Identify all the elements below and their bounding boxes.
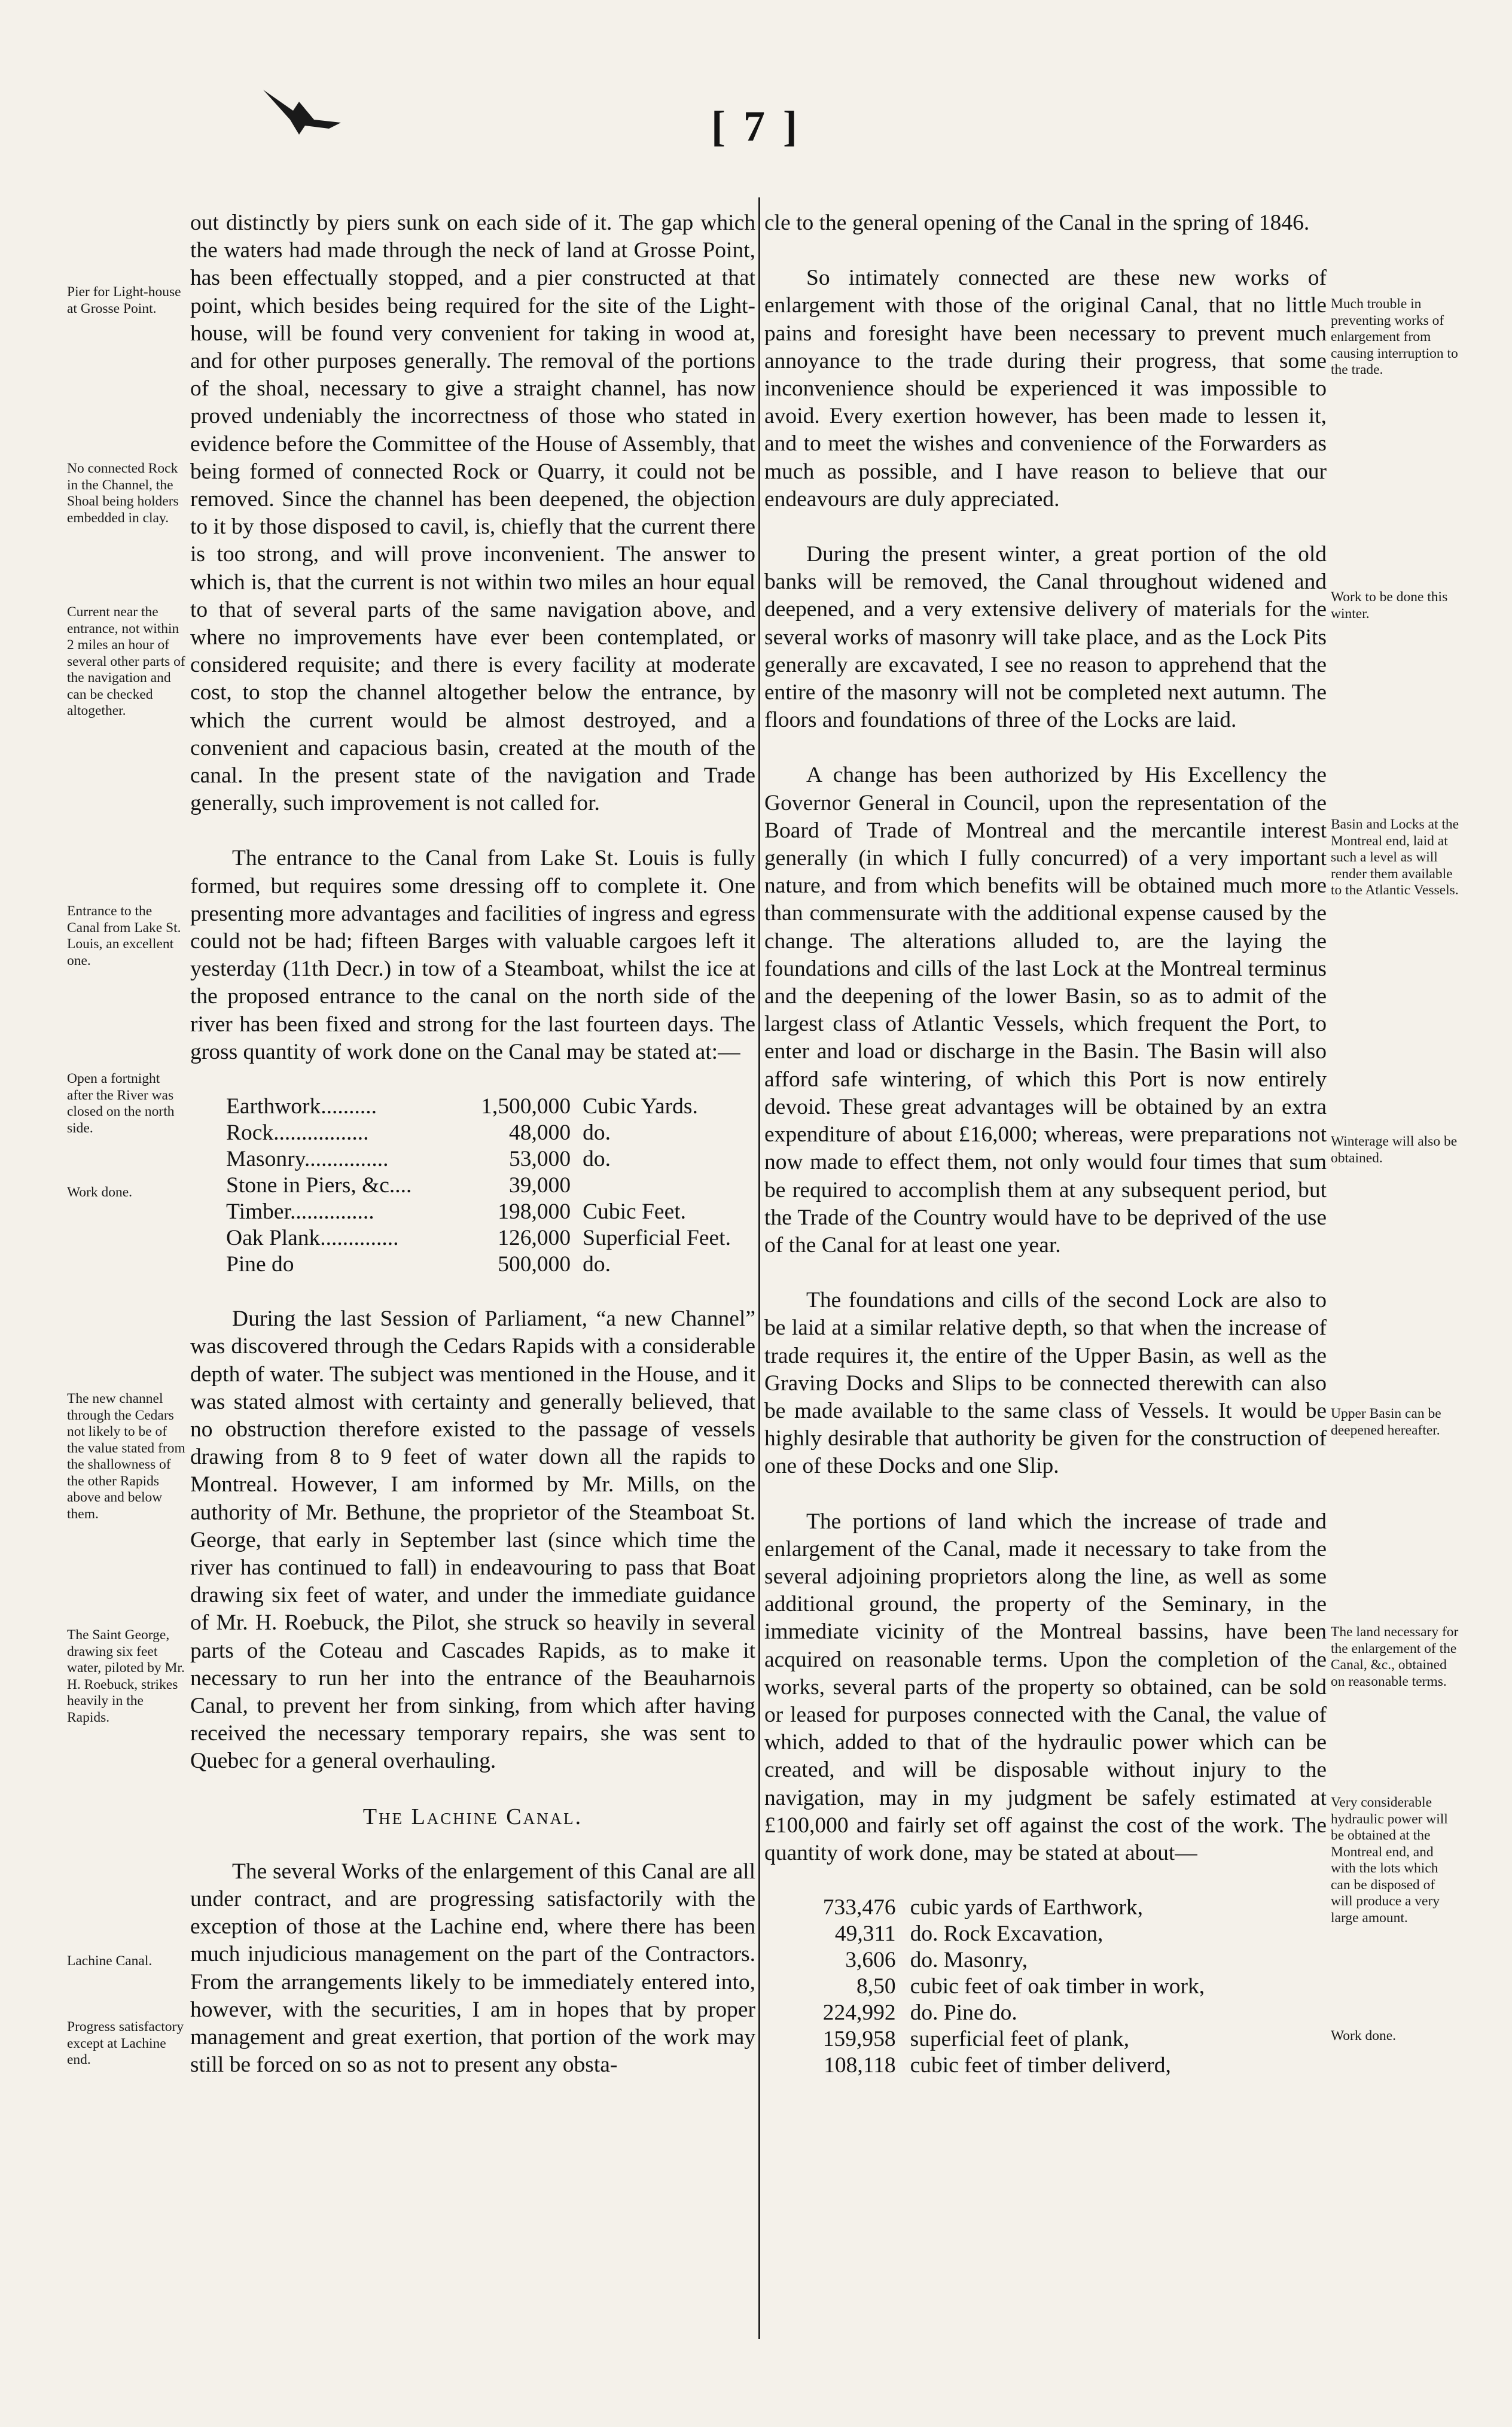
margin-note-work-done: Work done. [67,1184,133,1200]
margin-note-lachine-canal: Lachine Canal. [67,1953,153,1969]
table-row: Oak Plank.............. 126,000 Superficial Feet. [226,1226,731,1251]
margin-note-winterage: Winterage will also be obtained. [1331,1134,1458,1166]
paragraph-spring-1846: cle to the general opening of the Canal in the spring of 1846. [764,211,1310,235]
margin-note-much-trouble: Much trouble in preventing works of enlargement from causing interruption to the trade. [1331,296,1458,377]
table-row: 108,118 cubic feet of timber deliverd, [824,2053,1171,2078]
margin-note-new-channel: The new channel through the Cedars not likely to be of the value stated from the shallowness of the other Rapids above and below them. [67,1391,185,1522]
margin-note-open-fortnight: Open a fortnight after the River was closed on the north side. [67,1071,175,1136]
table-row: 49,311 do. Rock Excavation, [834,1921,1103,1947]
table-row: Rock................. 48,000 do. [226,1120,611,1146]
paragraph-second-lock: The foundations and cills of the second Lock are also to be laid at a similar relative depth, so that when the increase of trade requires it, the entire of the Upper Basin, as well as the Graving Docks and Slips to be connected therewith can also be made available to the same class of Vessels. It would be highly desirable that authority be given for the construction of one of these Docks and one Slip. [764,1288,1327,1479]
margin-note-work-winter: Work to be done this winter. [1331,589,1448,622]
table-row: 3,606 do. Masonry, [845,1948,1028,1973]
work-done-table-lachine [788,1895,1327,2079]
table-row: Earthwork.......... 1,500,000 Cubic Yards. [226,1094,698,1119]
section-heading-lachine: The Lachine Canal. [362,1804,583,1829]
margin-note-land-necessary: The land necessary for the enlargement of the Canal, &c., obtained on reasonable terms. [1331,1624,1459,1689]
right-column [764,209,1327,2349]
paragraph-entrance: The entrance to the Canal from Lake St. Louis is fully formed, but requires some dressing off to complete it. One presenting more advantages and facilities of ingress and egress could not be had; fifteen Barges with valuable cargoes left it yesterday (11th Decr.) in tow of a Steamboat, whilst the ice at the proposed entrance to the canal on the north side of the river has been fixed and strong for the last fourteen days. The gross quantity of work done on the Canal may be stated at:— [190,846,755,1064]
margin-note-hydraulic-power: Very considerable hydraulic power will be obtained at the Montreal end, and with the lots which can be disposed of will produce a very large amount. [1331,1795,1448,1926]
margin-note-progress: Progress satisfactory except at Lachine end. [67,2019,184,2067]
table-row: 224,992 do. Pine do. [822,2000,1017,2026]
paragraph-change-authorized: A change has been authorized by His Excellency the Governor General in Council, upon the representation of the Board of Trade of Montreal and the mercantile interest generally (in which I fully concurred) of a very important nature, and from which benefits will be obtained much more than commensurate with the additional expense caused by the change. The alterations alluded to, are the laying the foundations and cills of the last Lock at the Montreal terminus and the deepening of the lower Basin, so as to admit of the largest class of Atlantic Vessels, which frequent the Port, to enter and load or discharge in the Basin. The Basin will also afford safe wintering, of which this Port is now entirely devoid. These great advantages will be obtained by an extra expenditure of about £16,000; whereas, were preparations not now made to effect them, not only would four times that sum be required to accomplish them at any subsequent period, but the Trade of the Country would have to be deprived of the use of the Canal for at least one year. [764,763,1327,1257]
margin-note-pier-lighthouse: Pier for Light-house at Grosse Point. [67,284,181,316]
work-done-table-beauharnois [190,1094,755,1278]
column-divider [758,197,760,2339]
paragraph-intimately-connected: So intimately connected are these new works of enlargement with those of the original Canal, that no little pains and foresight have been necessary to prevent much annoyance to the trade during their progress, that some inconvenience should be experienced it was impossible to avoid. Every exertion however, has been made to lessen it, and to meet the wishes and convenience of the Forwarders as much as possible, and I have reason to believe that our endeavours are duly appreciated. [764,266,1327,511]
page-number: [ 7 ] [711,102,801,150]
table-row: Masonry............... 53,000 do. [226,1147,611,1172]
margin-note-saint-george: The Saint George, drawing six feet water, piloted by Mr. H. Roebuck, strikes heavily in the Rapids. [67,1627,185,1725]
paragraph-present-winter: During the present winter, a great portion of the old banks will be removed, the Canal throughout widened and deepened, and a very extensive delivery of materials for the several works of masonry will take place, and as the Lock Pits generally are excavated, I see no reason to apprehend that the entire of the masonry will not be completed next autumn. The floors and foundations of three of the Locks are laid. [764,542,1327,733]
left-column [190,209,755,2349]
paragraph-lachine-works: The several Works of the enlargement of this Canal are all under contract, and are progressing satisfactorily with the exception of those at the Lachine end, where there has been much injudicious management on the part of the Contractors. From the arrangements likely to be immediately entered into, however, with the securities, I am in hopes that by proper management and great exertion, that portion of the work may still be forced on so as not to present any obsta- [190,1859,755,2078]
paragraph-portions-of-land: The portions of land which the increase of trade and enlargement of the Canal, made it necessary to take from the several adjoining proprietors along the line, as well as some additional ground, the property of the Seminary, in the immediate vicinity of the Montreal bassins, have been acquired on reasonable terms. Upon the completion of the works, several parts of the property so obtained, can be sold or leased for purposes connected with the Canal, the value of which, added to that of the hydraulic power which can be created, and will be disposable without injury to the navigation, may in my judgment be safely estimated at £100,000 and fairly set off against the cost of the work. The quantity of work done, may be stated at about— [764,1509,1327,1865]
table-row: 8,50 cubic feet of oak timber in work, [856,1974,1205,1999]
margin-note-basin-locks: Basin and Locks at the Montreal end, laid at such a level as will render them available to the Atlantic Vessels. [1331,817,1459,898]
table-row: Pine do 500,000 do. [226,1252,611,1277]
margin-note-work-done-right: Work done. [1331,2028,1397,2044]
table-row: Timber............... 198,000 Cubic Feet. [226,1199,687,1225]
margin-note-upper-basin: Upper Basin can be deepened hereafter. [1331,1406,1441,1438]
paragraph-cedars-channel: During the last Session of Parliament, “a new Channel” was discovered through the Cedars Rapids with a considerable depth of water. The subject was mentioned in the House, and it was stated almost with certainty and generally believed, that no obstruction therefore existed to the passage of vessels drawing from 8 to 9 feet of water down all the rapids to Montreal. However, I am informed by Mr. Mills, on the authority of Mr. Bethune, the proprietor of the Steamboat St. George, that early in September last (since which time the river has continued to fall) in endeavouring to pass that Boat drawing six feet of water, and under the immediate guidance of Mr. H. Roebuck, the Pilot, she struck so heavily in several parts of the Coteau and Cascades Rapids, as to make it necessary to run her into the entrance of the Beauharnois Canal, to prevent her from sinking, from which after having received the necessary temporary repairs, she was sent to Quebec for a general overhauling. [190,1307,755,1774]
table-row: Stone in Piers, &c.... 39,000 [226,1173,571,1198]
table-row: 159,958 superficial feet of plank, [822,2027,1130,2052]
paragraph-grosse-point: out distinctly by piers sunk on each side of it. The gap which the waters had made through the neck of land at Grosse Point, has been effectually stopped, and a pier constructed at that point, which besides being required for the site of the Light-house, will be found very convenient for taking in wood at, and for other purposes generally. The removal of the portions of the shoal, necessary to give a straight channel, has now proved undeniably the incorrectness of those who stated in evidence before the Committee of the House of Assembly, that being formed of connected Rock or Quarry, it could not be removed. Since the channel has been deepened, the objection to it by those disposed to cavil, is, chiefly that the current there is too strong, and will prove inconvenient. The answer to which is, that the current is not within two miles an hour equal to that of several parts of the same navigation above, and where no improvements have ever been contemplated, or considered requisite; and there is every facility at moderate cost, to stop the channel altogether below the entrance, by which the current would be almost destroyed, and a convenient and capacious basin, created at the mouth of the canal. In the present state of the navigation and Trade generally, such improvement is not called for. [190,211,755,816]
margin-note-current: Current near the entrance, not within 2 miles an hour of several other parts of the navigation and can be checked altogether. [67,604,185,718]
margin-note-entrance: Entrance to the Canal from Lake St. Louis, an excellent one. [67,903,181,969]
table-row: 733,476 cubic yards of Earthwork, [822,1895,1144,1920]
margin-note-no-connected-rock: No connected Rock in the Channel, the Shoal being holders embedded in clay. [67,461,179,526]
